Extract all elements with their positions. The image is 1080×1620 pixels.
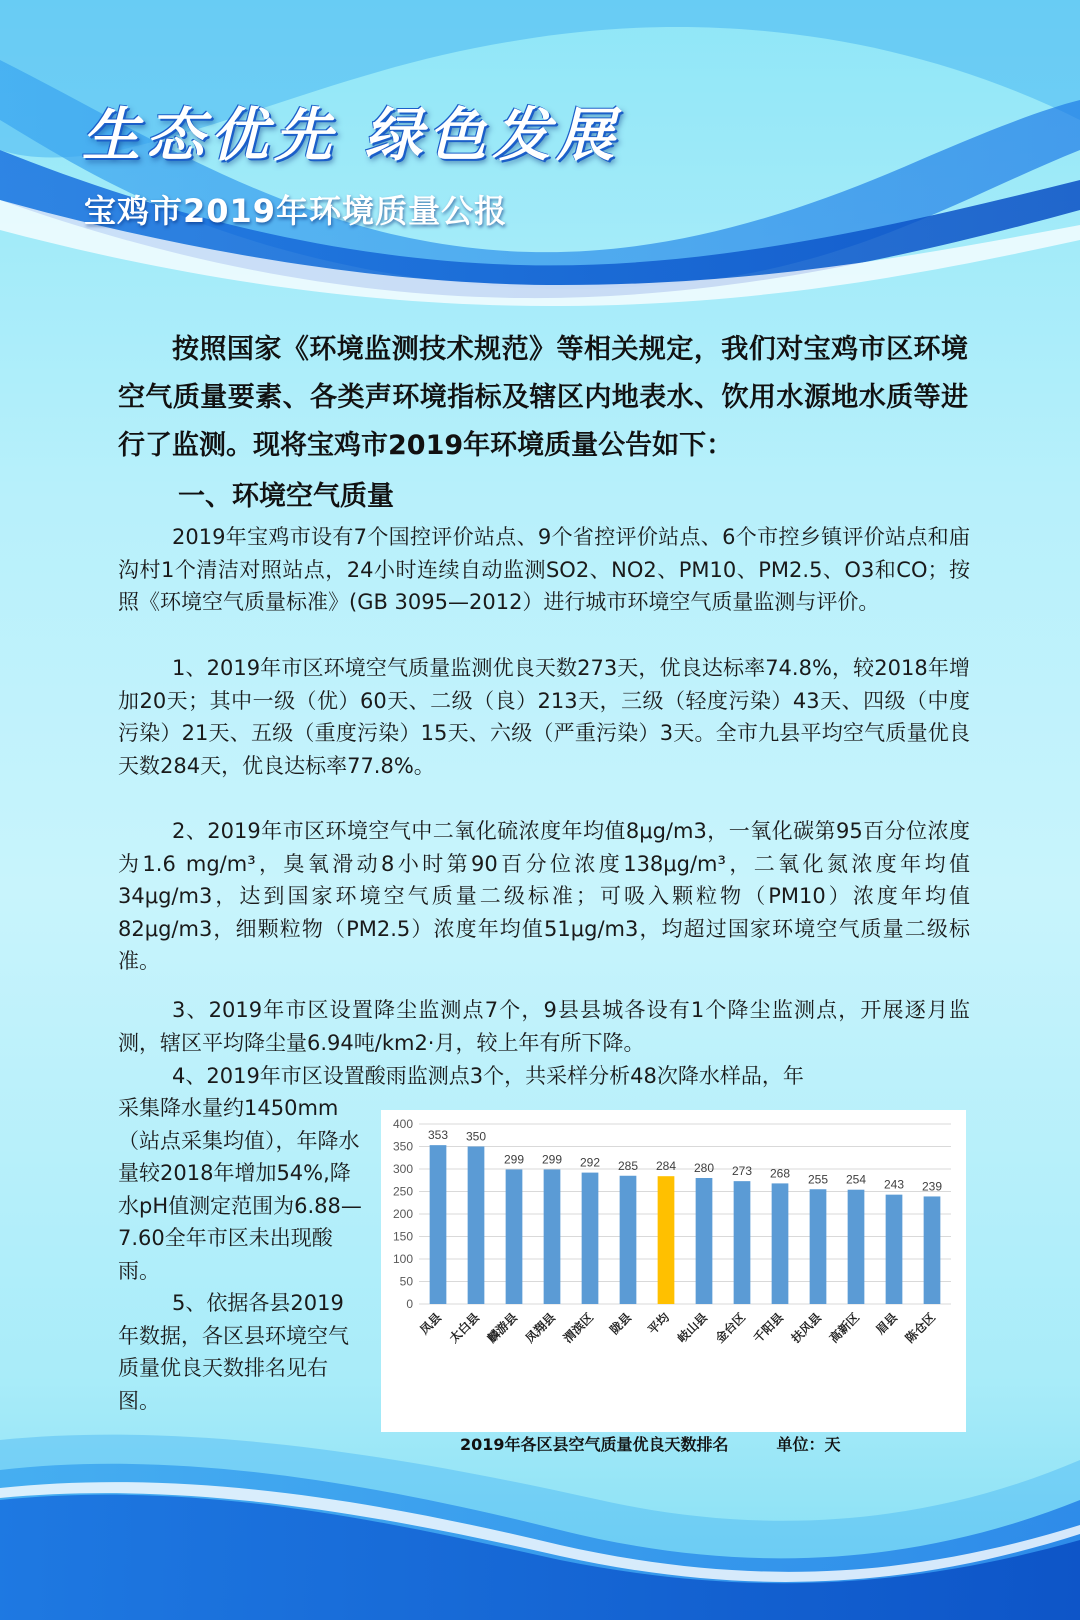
paragraph-acid-rain-continued: 采集降水量约1450mm（站点采集均值），年降水量较2018年增加54%,降水pH值测定范围为6.88—7.60全年市区未出现酸雨。 bbox=[118, 1096, 362, 1283]
bar bbox=[468, 1147, 485, 1305]
data-label: 255 bbox=[807, 1172, 829, 1187]
intro-paragraph: 按照国家《环境监测技术规范》等相关规定，我们对宝鸡市区环境空气质量要素、各类声环境指标及辖区内地表水、饮用水源地水质等进行了监测。现将宝鸡市2019年环境质量公告如下： bbox=[118, 334, 968, 461]
bar bbox=[430, 1145, 447, 1304]
bar bbox=[848, 1190, 865, 1304]
data-label: 254 bbox=[845, 1172, 867, 1187]
data-label: 292 bbox=[579, 1155, 601, 1170]
bar bbox=[658, 1176, 675, 1304]
bar bbox=[924, 1196, 941, 1304]
paragraph-county-ranking: 5、依据各县2019年数据，各区县环境空气质量优良天数排名见右图。 bbox=[118, 1291, 349, 1413]
data-label: 268 bbox=[769, 1166, 791, 1181]
x-tick-label: 高新区 bbox=[826, 1310, 863, 1346]
x-tick-label: 凤翔县 bbox=[522, 1310, 559, 1346]
header-slogan: 生态优先 绿色发展 bbox=[82, 101, 621, 169]
x-tick-label: 太白县 bbox=[446, 1310, 483, 1346]
chart-unit-label: 单位：天 bbox=[776, 1435, 841, 1454]
paragraph-acid-rain: 4、2019年市区设置酸雨监测点3个，共采样分析48次降水样品，年 bbox=[172, 1064, 804, 1088]
data-label: 284 bbox=[655, 1159, 677, 1174]
data-label: 243 bbox=[883, 1177, 905, 1192]
section-heading-air-quality: 一、环境空气质量 bbox=[178, 481, 394, 512]
y-tick-label: 150 bbox=[392, 1229, 413, 1244]
x-tick-label: 平均 bbox=[645, 1310, 673, 1338]
bar bbox=[696, 1178, 713, 1304]
x-tick-label: 凤县 bbox=[417, 1310, 445, 1338]
data-label: 273 bbox=[731, 1164, 753, 1179]
y-tick-label: 200 bbox=[392, 1207, 413, 1221]
bar bbox=[810, 1189, 827, 1304]
bar bbox=[544, 1169, 561, 1304]
paragraph-monitoring-sites: 2019年宝鸡市设有7个国控评价站点、9个省控评价站点、6个市控乡镇评价站点和庙沟村1个清洁对照站点，24小时连续自动监测SO2、NO2、PM10、PM2.5、O3和CO；按照《环境空气质量标准》(GB 3095—2012）进行城市环境空气质量监测与评价。 bbox=[118, 525, 970, 614]
data-label: 299 bbox=[541, 1152, 563, 1167]
bar bbox=[582, 1173, 599, 1304]
header-title: 宝鸡市2019年环境质量公报 bbox=[84, 192, 508, 230]
paragraph-dust-fall: 3、2019年市区设置降尘监测点7个，9县县城各设有1个降尘监测点，开展逐月监测，辖区平均降尘量6.94吨/km2·月，较上年有所下降。 bbox=[118, 998, 970, 1055]
chart-caption bbox=[460, 1432, 841, 1455]
x-tick-label: 金台区 bbox=[712, 1310, 749, 1346]
bar bbox=[620, 1176, 637, 1304]
chart-title: 2019年各区县空气质量优良天数排名 bbox=[460, 1435, 729, 1454]
data-label: 239 bbox=[921, 1179, 943, 1194]
x-tick-label: 千阳县 bbox=[750, 1310, 787, 1346]
data-label: 350 bbox=[465, 1129, 487, 1144]
y-tick-label: 350 bbox=[392, 1139, 413, 1154]
data-label: 299 bbox=[503, 1152, 525, 1167]
bar bbox=[734, 1181, 751, 1304]
data-label: 353 bbox=[427, 1128, 449, 1143]
county-good-days-chart bbox=[381, 1110, 966, 1432]
y-tick-label: 100 bbox=[392, 1252, 413, 1266]
data-label: 285 bbox=[617, 1158, 639, 1173]
y-tick-label: 0 bbox=[406, 1297, 413, 1311]
x-tick-label: 麟游县 bbox=[484, 1310, 521, 1346]
y-tick-label: 50 bbox=[399, 1274, 413, 1289]
x-tick-label: 岐山县 bbox=[674, 1310, 711, 1346]
paragraph-good-days: 1、2019年市区环境空气质量监测优良天数273天，优良达标率74.8%，较2018年增加20天；其中一级（优）60天、二级（良）213天，三级（轻度污染）43天、四级（中度污染）21天、五级（重度污染）15天、六级（严重污染）3天。全市九县平均空气质量优良天数284天，优良达标率77.8%。 bbox=[118, 656, 970, 778]
x-tick-label: 渭滨区 bbox=[560, 1310, 597, 1346]
bar bbox=[886, 1195, 903, 1304]
y-tick-label: 300 bbox=[392, 1162, 413, 1176]
y-tick-label: 400 bbox=[392, 1117, 413, 1131]
bar bbox=[506, 1169, 523, 1304]
y-tick-label: 250 bbox=[392, 1184, 413, 1199]
x-tick-label: 眉县 bbox=[873, 1310, 901, 1338]
x-tick-label: 陈仓区 bbox=[902, 1310, 939, 1346]
data-label: 280 bbox=[693, 1161, 715, 1175]
bar-chart-svg bbox=[381, 1110, 966, 1432]
x-tick-label: 扶风县 bbox=[788, 1310, 825, 1346]
paragraph-pollutant-concentrations: 2、2019年市区环境空气中二氧化硫浓度年均值8μg/m3，一氧化碳第95百分位浓度为1.6 mg/m³，臭氧滑动8小时第90百分位浓度138μg/m³，二氧化氮浓度年均值34μg/m3，达到国家环境空气质量二级标准；可吸入颗粒物（PM10）浓度年均值82μg/m3，细颗粒物（PM2.5）浓度年均值51μg/m3，均超过国家环境空气质量二级标准。 bbox=[118, 819, 970, 973]
bar bbox=[772, 1183, 789, 1304]
x-tick-label: 陇县 bbox=[607, 1310, 635, 1338]
